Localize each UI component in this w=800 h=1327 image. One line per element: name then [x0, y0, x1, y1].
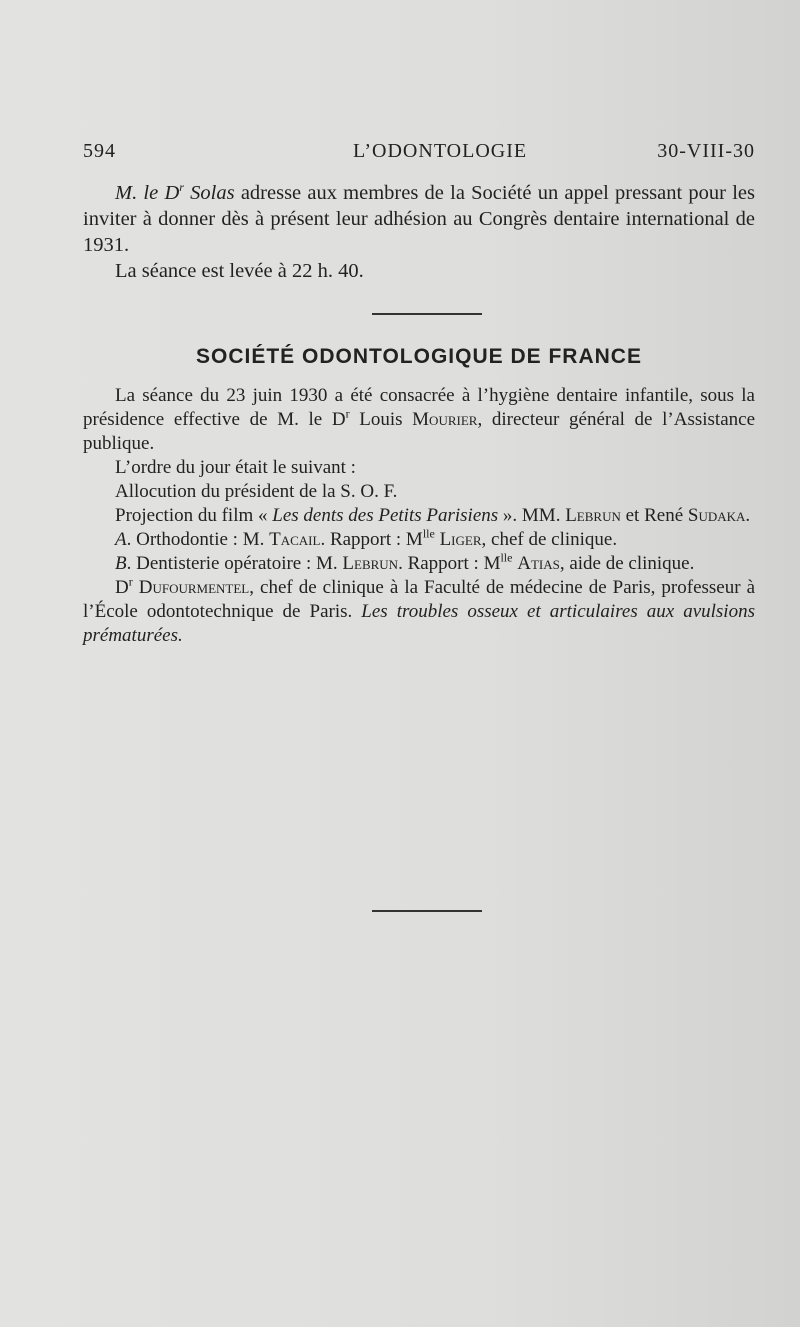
section-divider-bottom [372, 910, 482, 912]
section-paragraph-1: La séance du 23 juin 1930 a été consacrée à l’hygiène dentaire infantile, sous la présidence effective de M. le $D^r$ Louis Mourier, directeur général de l’Assistance publique. [83, 385, 756, 454]
issue-date: 30-VIII-30 [657, 140, 755, 162]
section-paragraph-2: L’ordre du jour était le suivant : [115, 457, 356, 478]
section-paragraph-4: Projection du film « Les dents des Petits Parisiens ». MM. Lebrun et René Sudaka. [115, 505, 751, 526]
person-name: Liger [439, 529, 482, 550]
running-title: L’ODONTOLOGIE [353, 140, 528, 162]
person-name: Lebrun [342, 553, 399, 574]
section-body [83, 384, 755, 648]
section-paragraph-5: A. Orthodontie : M. Tacail. Rapport : $M^{lle}$ Liger, chef de clinique. [115, 526, 618, 550]
person-name: Dufourmentel [138, 577, 250, 598]
person-name: Tacail [269, 529, 321, 550]
section-paragraph-3: Allocution du président de la S. O. F. [115, 481, 398, 502]
person-name: Sudaka [687, 505, 746, 526]
section-divider-top [372, 313, 482, 315]
lecture-title: Les troubles osseux et articulaires aux avulsions prématurées. [83, 601, 755, 646]
page-number: 594 [83, 140, 116, 162]
intro-paragraph-2: La séance est levée à 22 h. 40. [115, 260, 364, 282]
section-heading: SOCIÉTÉ ODONTOLOGIQUE DE FRANCE [196, 345, 642, 368]
page-header [83, 140, 755, 170]
person-name: Mourier [412, 409, 478, 430]
section-paragraph-7: $D^r$ Dufourmentel, chef de clinique à la Faculté de médecine de Paris, professeur à l’École odontotechnique de Paris. Les troubles osseux et articulaires aux avulsions prématurées. [83, 574, 756, 646]
intro-paragraph-1: M. le $D^r$ Solas adresse aux membres de la Société un appel pressant pour les inviter à donner dès à présent leur adhésion au Congrès dentaire international de 1931. [83, 180, 755, 256]
intro-block [83, 180, 755, 284]
person-name: Lebrun [565, 505, 621, 526]
person-name: Atias [517, 553, 560, 574]
film-title: Les dents des Petits Parisiens [272, 505, 499, 526]
person-name: Solas [190, 182, 235, 204]
section-paragraph-6: B. Dentisterie opératoire : M. Lebrun. Rapport : $M^{lle}$ Atias, aide de clinique. [115, 550, 695, 574]
